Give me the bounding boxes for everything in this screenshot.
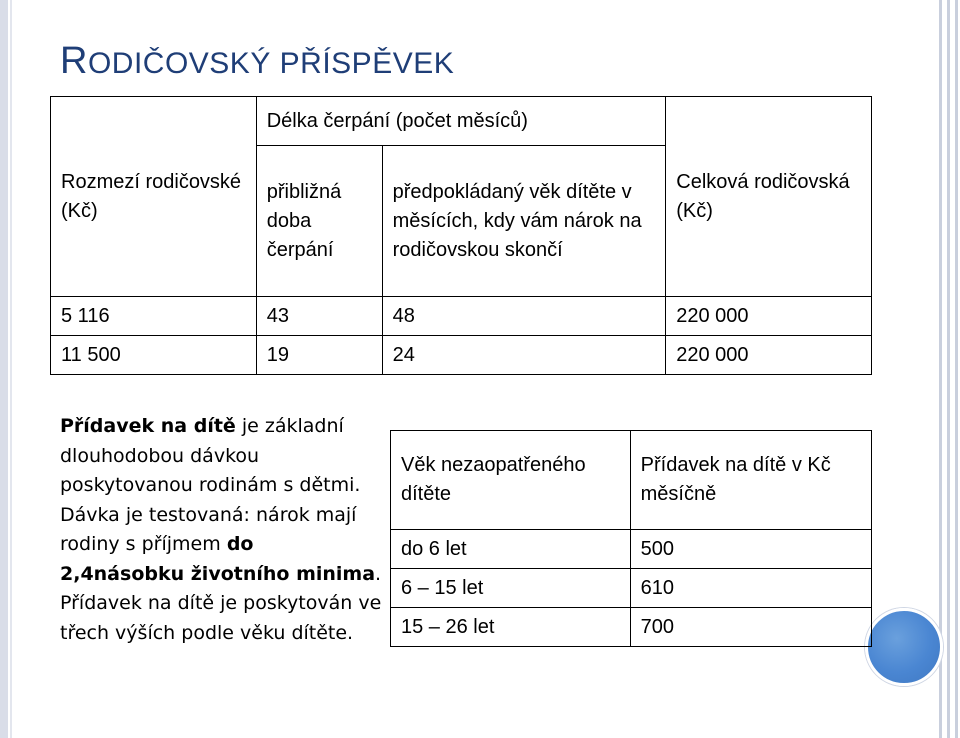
description-text: je základní dlouhodobou dávkou poskytovanou rodinám s dětmi. Dávka je testovaná: nárok mají rodiny s příjmem bbox=[60, 415, 361, 555]
col-header-amount: Přídavek na dítě v Kč měsíčně bbox=[630, 431, 871, 530]
cell-range: 5 116 bbox=[51, 297, 257, 336]
col-header-child-age: Věk nezaopatřeného dítěte bbox=[391, 431, 631, 530]
group-header-duration: Délka čerpání (počet měsíců) bbox=[256, 97, 666, 146]
cell-child-age: 6 – 15 let bbox=[391, 569, 631, 608]
cell-child-age: do 6 let bbox=[391, 530, 631, 569]
bold-term: Přídavek na dítě bbox=[60, 415, 236, 437]
parental-allowance-table bbox=[50, 96, 872, 375]
title-rest: ODIČOVSKÝ PŘÍSPĚVEK bbox=[87, 47, 455, 80]
slide-title bbox=[60, 40, 454, 83]
cell-duration: 43 bbox=[256, 297, 382, 336]
table-row bbox=[391, 608, 872, 647]
child-allowance-table bbox=[390, 430, 872, 647]
cell-age: 24 bbox=[382, 336, 666, 375]
child-allowance-description bbox=[60, 412, 382, 648]
title-initial: R bbox=[60, 40, 88, 82]
col-header-duration: přibližná doba čerpání bbox=[256, 146, 382, 297]
cell-amount: 500 bbox=[630, 530, 871, 569]
left-decor-bar bbox=[0, 0, 8, 738]
col-header-age: předpokládaný věk dítěte v měsících, kdy vám nárok na rodičovskou skončí bbox=[382, 146, 666, 297]
right-decor-line bbox=[947, 0, 950, 738]
cell-age: 48 bbox=[382, 297, 666, 336]
cell-total: 220 000 bbox=[666, 336, 872, 375]
bold-threshold: do 2,4násobku životního minima bbox=[60, 533, 376, 585]
right-decor-line bbox=[955, 0, 958, 738]
cell-total: 220 000 bbox=[666, 297, 872, 336]
cell-amount: 700 bbox=[630, 608, 871, 647]
table-row bbox=[51, 297, 872, 336]
right-decor-line bbox=[939, 0, 942, 738]
col-header-total: Celková rodičovská (Kč) bbox=[666, 97, 872, 297]
description-text: . Přídavek na dítě je poskytován ve třech výších podle věku dítěte. bbox=[60, 562, 382, 644]
table-row bbox=[51, 336, 872, 375]
left-decor-line bbox=[10, 0, 12, 738]
cell-child-age: 15 – 26 let bbox=[391, 608, 631, 647]
cell-amount: 610 bbox=[630, 569, 871, 608]
table-row bbox=[391, 569, 872, 608]
decor-circle bbox=[865, 608, 943, 686]
table-row bbox=[391, 530, 872, 569]
col-header-range: Rozmezí rodičovské (Kč) bbox=[51, 97, 257, 297]
cell-range: 11 500 bbox=[51, 336, 257, 375]
cell-duration: 19 bbox=[256, 336, 382, 375]
